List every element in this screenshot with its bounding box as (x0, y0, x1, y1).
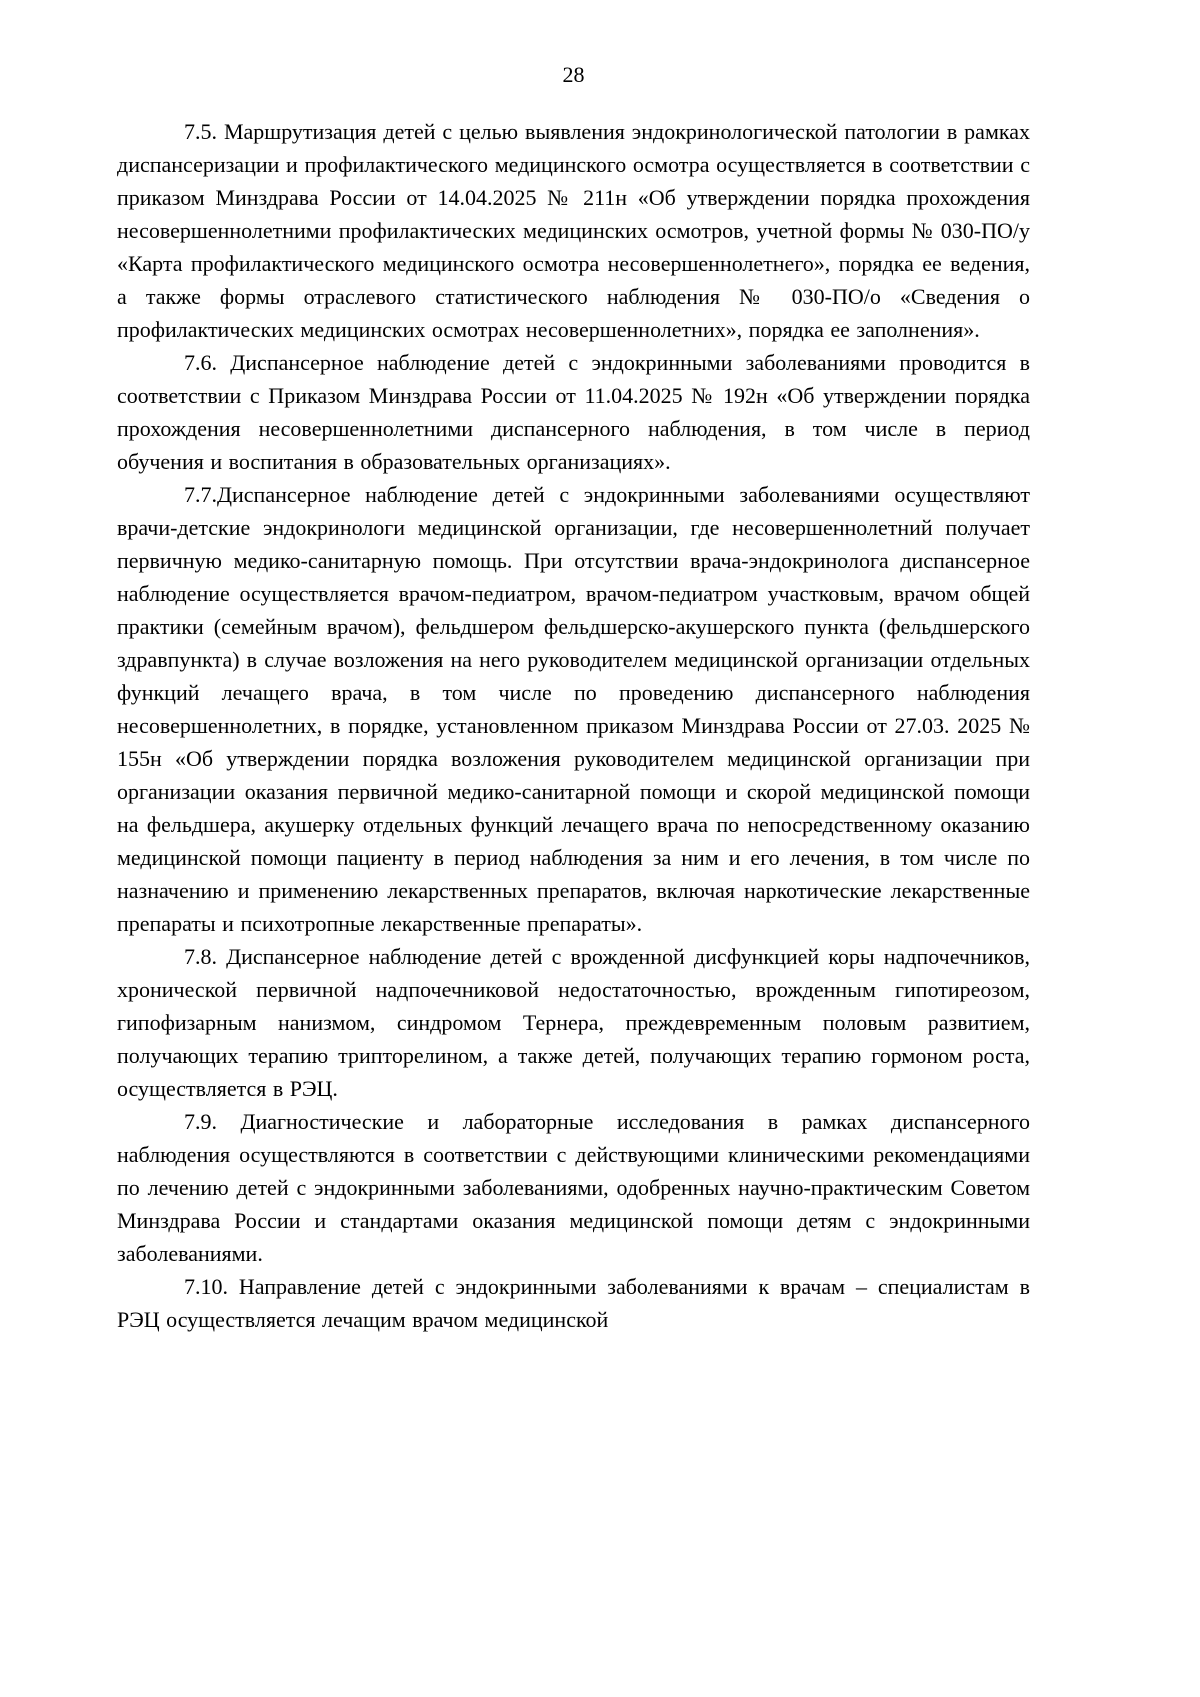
paragraph-7-10: 7.10. Направление детей с эндокринными заболеваниями к врачам – специалистам в РЭЦ осуществляется лечащим врачом медицинской (117, 1274, 1030, 1332)
paragraph-7-5: 7.5. Маршрутизация детей с целью выявления эндокринологической патологии в рамках диспансеризации и профилактического медицинского осмотра осуществляется в соответствии с приказом Минздрава России от 14.04.2025 № 211н «Об утверждении порядка прохождения несовершеннолетними профилактических медицинских осмотров, учетной формы № 030-ПО/у «Карта профилактического медицинского осмотра несовершеннолетнего», порядка ее ведения, а также формы отраслевого статистического наблюдения № 030-ПО/о «Сведения о профилактических медицинских осмотрах несовершеннолетних», порядка ее заполнения». (117, 119, 1030, 342)
paragraph-7-7: 7.7.Диспансерное наблюдение детей с эндокринными заболеваниями осуществляют врачи-детские эндокринологи медицинской организации, где несовершеннолетний получает первичную медико-санитарную помощь. При отсутствии врача-эндокринолога диспансерное наблюдение осуществляется врачом-педиатром, врачом-педиатром участковым, врачом общей практики (семейным врачом), фельдшером фельдшерско-акушерского пункта (фельдшерского здравпункта) в случае возложения на него руководителем медицинской организации отдельных функций лечащего врача, в том числе по проведению диспансерного наблюдения несовершеннолетних, в порядке, установленном приказом Минздрава России от 27.03. 2025 № 155н «Об утверждении порядка возложения руководителем медицинской организации при организации оказания первичной медико-санитарной помощи и скорой медицинской помощи на фельдшера, акушерку отдельных функций лечащего врача по непосредственному оказанию медицинской помощи пациенту в период наблюдения за ним и его лечения, в том числе по назначению и применению лекарственных препаратов, включая наркотические лекарственные препараты и психотропные лекарственные препараты». (117, 482, 1030, 936)
paragraph-7-8: 7.8. Диспансерное наблюдение детей с врожденной дисфункцией коры надпочечников, хронической первичной надпочечниковой недостаточностью, врожденным гипотиреозом, гипофизарным нанизмом, синдромом Тернера, преждевременным половым развитием, получающих терапию трипторелином, а также детей, получающих терапию гормоном роста, осуществляется в РЭЦ. (117, 944, 1030, 1101)
document-body (117, 115, 1030, 1336)
paragraph-7-9: 7.9. Диагностические и лабораторные исследования в рамках диспансерного наблюдения осуществляются в соответствии с действующими клиническими рекомендациями по лечению детей с эндокринными заболеваниями, одобренных научно-практическим Советом Минздрава России и стандартами оказания медицинской помощи детям с эндокринными заболеваниями. (117, 1109, 1030, 1266)
paragraph-7-6: 7.6. Диспансерное наблюдение детей с эндокринными заболеваниями проводится в соответствии с Приказом Минздрава России от 11.04.2025 № 192н «Об утверждении порядка прохождения несовершеннолетними диспансерного наблюдения, в том числе в период обучения и воспитания в образовательных организациях». (117, 350, 1030, 474)
page-number: 28 (562, 62, 585, 87)
